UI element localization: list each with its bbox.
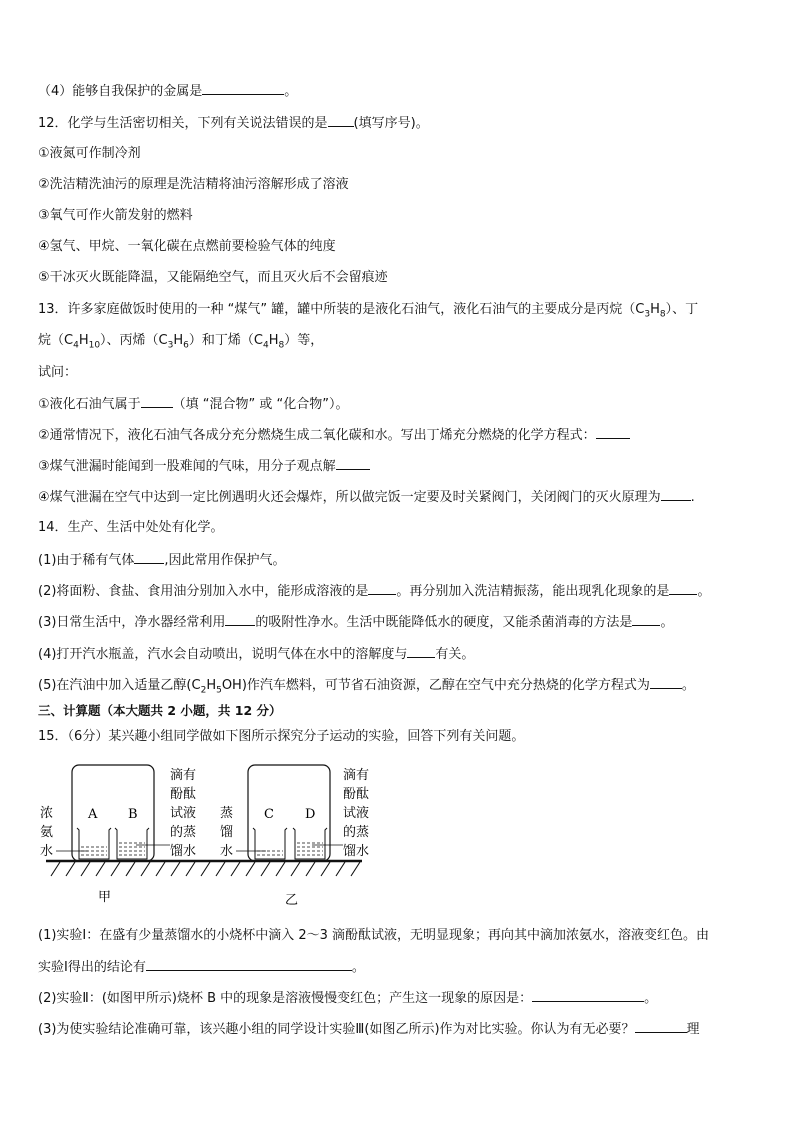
- label-distilled-water: 馏: [220, 825, 234, 840]
- q14-part2: (2)将面粉、食盐、食用油分别加入水中，能形成溶液的是 。再分别加入洗洁精振荡，能出现乳化现象的是 。: [38, 584, 711, 599]
- hatch-mark: [216, 862, 225, 876]
- hatch-mark: [96, 862, 105, 876]
- beaker-label: B: [128, 807, 138, 822]
- hatch-mark: [336, 862, 345, 876]
- label-phenol-a: 试液: [170, 806, 197, 821]
- q14-stem: 14．生产、生活中处处有化学。: [38, 520, 224, 535]
- label-distilled-water: 蒸: [220, 806, 234, 821]
- beaker-label: C: [264, 807, 274, 822]
- label-phenol-b: 的蒸: [343, 825, 370, 840]
- q13-stem-line2: 烷$(C_4H_{10})$、丙烯$(C_3H_6)$和丁烯$(C_4H_8)$等，: [38, 333, 324, 351]
- q14-part1: (1)由于稀有气体 ,因此常用作保护气。: [38, 553, 286, 568]
- answer-blank[interactable]: [368, 582, 396, 595]
- hatch-mark: [156, 862, 165, 876]
- q12-option: ④氢气、甲烷、一氧化碳在点燃前要检验气体的纯度: [38, 239, 336, 254]
- hatch-mark: [126, 862, 135, 876]
- q14-part3: (3)日常生活中，净水器经常利用 的吸附性净水。生活中既能降低水的硬度，又能杀菌消毒的方法是 。: [38, 615, 674, 630]
- answer-blank[interactable]: [407, 645, 435, 658]
- beaker-d: [293, 828, 327, 859]
- answer-blank[interactable]: [632, 613, 660, 626]
- q13-sub2: ②通常情况下，液化石油气各成分充分燃烧生成二氧化碳和水。写出丁烯充分燃烧的化学方程式：: [38, 426, 630, 445]
- label-phenol-b: 馏水: [343, 844, 370, 859]
- q13-ask: 试问：: [38, 365, 78, 380]
- q15-part3: (3)为使实验结论准确可靠，该兴趣小组的同学设计实验Ⅲ(如图乙所示)作为对比实验。你认为有无必要？ 理: [38, 1022, 700, 1037]
- answer-blank[interactable]: [336, 457, 370, 470]
- label-phenol-a: 的蒸: [170, 825, 197, 840]
- hatch-mark: [231, 862, 240, 876]
- hatch-mark: [291, 862, 300, 876]
- bell-jar-right: [248, 765, 330, 861]
- beaker-a: [77, 828, 111, 859]
- hatch-mark: [171, 862, 180, 876]
- hatch-mark: [186, 862, 195, 876]
- beaker-b: [115, 828, 149, 859]
- q12-stem: 12．化学与生活密切相关，下列有关说法错误的是 (填写序号)。: [38, 116, 429, 131]
- answer-blank[interactable]: [661, 488, 691, 501]
- hatch-mark: [246, 862, 255, 876]
- hatch-mark: [81, 862, 90, 876]
- q15-part2: (2)实验Ⅱ：(如图甲所示)烧杯 B 中的现象是溶液慢慢变红色；产生这一现象的原因是： 。: [38, 991, 658, 1006]
- beaker-label: D: [305, 807, 316, 822]
- label-phenol-a: 酚酞: [170, 787, 197, 802]
- label-phenol-b: 酚酞: [343, 787, 370, 802]
- q12-option: ⑤干冰灭火既能降温，又能隔绝空气，而且灭火后不会留痕迹: [38, 270, 388, 285]
- q13-stem-line1: 13．许多家庭做饭时使用的一种 “煤气” 罐，罐中所装的是液化石油气，液化石油气的主要成分是丙烷$(C_3H_8)$、丁: [38, 302, 699, 320]
- beaker-label: A: [88, 807, 98, 822]
- hatch-mark: [141, 862, 150, 876]
- q13-sub3: ③煤气泄漏时能闻到一股难闻的气味，用分子观点解: [38, 457, 370, 476]
- answer-blank[interactable]: [635, 1020, 687, 1033]
- caption-jia: 甲: [98, 890, 112, 905]
- q15-part1-a: (1)实验Ⅰ：在盛有少量蒸馏水的小烧杯中滴入 2～3 滴酚酞试液，无明显现象；再向其中滴加浓氨水，溶液变红色。由: [38, 928, 710, 943]
- answer-blank[interactable]: [650, 676, 682, 689]
- hatch-mark: [261, 862, 270, 876]
- answer-blank[interactable]: [225, 613, 255, 626]
- label-ammonia: 浓: [40, 806, 54, 821]
- q13-sub1: ①液化石油气属于 （填 “混合物” 或 “化合物”）。: [38, 397, 349, 412]
- label-phenol-a: 馏水: [170, 844, 197, 859]
- answer-blank[interactable]: [141, 395, 173, 408]
- bell-jar-left: [72, 765, 154, 861]
- beaker-c: [253, 828, 287, 859]
- label-phenol-a: 滴有: [170, 768, 197, 783]
- answer-blank[interactable]: [532, 989, 644, 1002]
- label-distilled-water: 水: [220, 844, 234, 859]
- hatch-mark: [321, 862, 330, 876]
- hatch-mark: [351, 862, 360, 876]
- q11-item4: （4）能够自我保护的金属是 。: [38, 84, 298, 99]
- hatch-mark: [51, 862, 60, 876]
- answer-blank[interactable]: [134, 551, 164, 564]
- answer-blank[interactable]: [146, 958, 352, 971]
- table-surface: [46, 861, 362, 876]
- hatch-mark: [111, 862, 120, 876]
- experiment-figure: [0, 755, 794, 915]
- q12-option: ②洗洁精洗油污的原理是洗洁精将油污溶解形成了溶液: [38, 177, 349, 192]
- q13-sub4: ④煤气泄漏在空气中达到一定比例遇明火还会爆炸，所以做完饭一定要及时关紧阀门，关闭阀门的灭火原理为 .: [38, 490, 695, 505]
- q12-option: ③氧气可作火箭发射的燃料: [38, 208, 193, 223]
- hatch-mark: [276, 862, 285, 876]
- label-ammonia: 氨: [40, 825, 54, 840]
- answer-blank[interactable]: [328, 114, 354, 127]
- label-phenol-b: 试液: [343, 806, 370, 821]
- q14-part5: (5)在汽油中加入适量乙醇$(C_2H_5OH)$作汽车燃料，可节省石油资源，乙醇在空气中充分热烧的化学方程式为 。: [38, 678, 695, 696]
- hatch-mark: [201, 862, 210, 876]
- hatch-mark: [66, 862, 75, 876]
- q12-option: ①液氮可作制冷剂: [38, 146, 141, 161]
- q15-stem: 15．（6分）某兴趣小组同学做如下图所示探究分子运动的实验，回答下列有关问题。: [38, 729, 525, 744]
- hatch-mark: [306, 862, 315, 876]
- label-phenol-b: 滴有: [343, 768, 370, 783]
- q15-part1-b: 实验Ⅰ得出的结论有 。: [38, 960, 365, 975]
- q14-part4: (4)打开汽水瓶盖，汽水会自动喷出，说明气体在水中的溶解度与 有关。: [38, 647, 475, 662]
- answer-blank[interactable]: [596, 426, 630, 439]
- answer-blank[interactable]: [669, 582, 697, 595]
- section-title: 三、计算题（本大题共 2 小题，共 12 分）: [38, 703, 282, 718]
- caption-yi: 乙: [285, 893, 299, 908]
- label-ammonia: 水: [40, 844, 54, 859]
- answer-blank[interactable]: [202, 82, 284, 95]
